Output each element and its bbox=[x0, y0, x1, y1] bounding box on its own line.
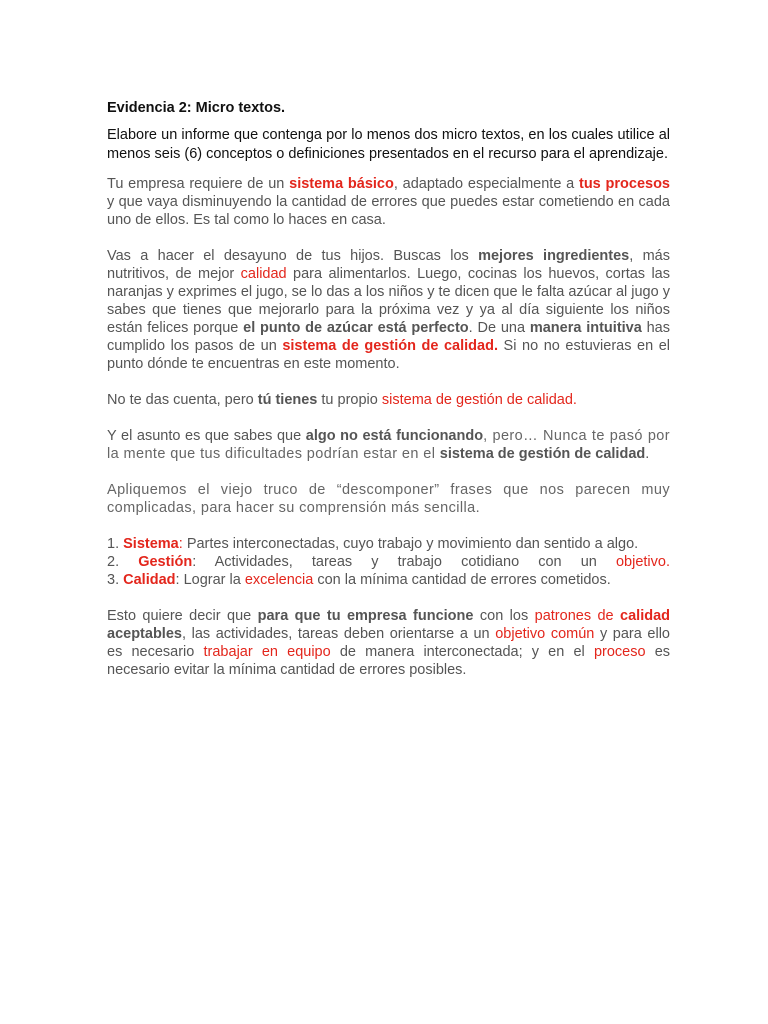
text: . bbox=[645, 446, 650, 462]
bold-manera-intuitiva: manera intuitiva bbox=[529, 320, 642, 336]
bold-sistema-gestion-calidad: sistema de gestión de calidad bbox=[439, 446, 646, 462]
text: Si no no estuvieras en el punto dónde te encuentras en este momento. bbox=[107, 338, 671, 372]
term-sistema: Sistema bbox=[123, 536, 179, 552]
paragraph-3 bbox=[107, 391, 670, 409]
text: Y el asunto es que sabes que bbox=[107, 428, 306, 444]
separator: : bbox=[175, 572, 184, 588]
highlight-sistema-gestion-calidad: sistema de gestión de calidad. bbox=[282, 338, 498, 354]
text: tu propio bbox=[317, 392, 382, 408]
highlight-sistema-basico: sistema básico bbox=[289, 176, 394, 192]
text: con los bbox=[473, 608, 535, 624]
text: y que vaya disminuyendo la cantidad de errores que puedes estar cometiendo en cada uno de ellos. Es tal como lo haces en casa. bbox=[107, 194, 670, 228]
text: es necesario evitar la mínima cantidad de errores posibles. bbox=[107, 644, 671, 678]
list-item bbox=[107, 535, 670, 553]
text: , más nutritivos, de mejor bbox=[107, 248, 670, 282]
text: y para ello es necesario bbox=[107, 626, 670, 660]
separator: : bbox=[178, 536, 187, 552]
text: , adaptado especialmente a bbox=[393, 176, 579, 192]
document-page bbox=[107, 98, 670, 697]
definition: Lograr la bbox=[183, 572, 245, 588]
bold-algo-no-funciona: algo no está funcionando bbox=[305, 428, 484, 444]
paragraph-6 bbox=[107, 607, 670, 679]
list-item bbox=[107, 553, 670, 571]
definitions-list bbox=[107, 535, 670, 589]
bold-aceptables: aceptables bbox=[107, 626, 182, 642]
bold-mejores-ingredientes: mejores ingredientes bbox=[478, 248, 630, 264]
document-title: Evidencia 2: Micro textos. bbox=[107, 100, 286, 116]
text: , las actividades, tareas deben orientarse a un bbox=[181, 626, 496, 642]
highlight-patrones: patrones de bbox=[534, 608, 621, 624]
highlight-proceso: proceso bbox=[593, 644, 646, 660]
highlight-sistema-gestion: sistema de gestión de calidad. bbox=[381, 392, 577, 408]
highlight-calidad-bold: calidad bbox=[620, 608, 671, 624]
highlight-objetivo-comun: objetivo común bbox=[495, 626, 595, 642]
list-number: 3. bbox=[107, 572, 124, 588]
bold-empresa-funcione: para que tu empresa funcione bbox=[257, 608, 474, 624]
text: , pero… Nunca te pasó por la mente que tus dificultades podrían estar en el bbox=[107, 428, 670, 462]
highlight-excelencia: excelencia bbox=[244, 572, 314, 588]
text: Vas a hacer el desayuno de tus hijos. Buscas los bbox=[107, 248, 479, 264]
bold-punto-azucar: el punto de azúcar está perfecto bbox=[243, 320, 469, 336]
separator: : bbox=[192, 554, 215, 570]
text: de manera interconectada; y en el bbox=[330, 644, 594, 660]
paragraph-1 bbox=[107, 175, 670, 229]
text: para alimentarlos. Luego, cocinas los huevos, cortas las naranjas y exprimes el jugo, se lo das a los niños y te dicen que le falta azúcar al jugo y sabes que tienes que mejorarlo para la próxima vez y ya al día siguiente los niños están felices porque bbox=[107, 266, 670, 336]
paragraph-2 bbox=[107, 247, 670, 373]
highlight-tus-procesos: tus procesos bbox=[579, 176, 670, 192]
highlight-objetivo: objetivo. bbox=[615, 554, 670, 570]
text: has cumplido los pasos de un bbox=[107, 320, 670, 354]
term-gestion: Gestión bbox=[138, 554, 193, 570]
list-item bbox=[107, 571, 670, 589]
text: Esto quiere decir que bbox=[107, 608, 258, 624]
text: Tu empresa requiere de un bbox=[107, 176, 290, 192]
highlight-calidad: calidad bbox=[240, 266, 287, 282]
paragraph-5: Apliquemos el viejo truco de “descomponer” frases que nos parecen muy complicadas, para hacer su comprensión más sencilla. bbox=[107, 482, 670, 516]
definition: Actividades, tareas y trabajo cotidiano con un bbox=[214, 554, 616, 570]
text: No te das cuenta, pero bbox=[107, 392, 258, 408]
list-number: 2. bbox=[107, 554, 139, 570]
definition: Partes interconectadas, cuyo trabajo y movimiento dan sentido a algo. bbox=[186, 536, 639, 552]
highlight-trabajar-equipo: trabajar en equipo bbox=[203, 644, 331, 660]
list-number: 1. bbox=[107, 536, 124, 552]
bold-tu-tienes: tú tienes bbox=[257, 392, 318, 408]
definition: con la mínima cantidad de errores cometidos. bbox=[313, 572, 611, 588]
paragraph-4 bbox=[107, 427, 670, 463]
instructions-paragraph: Elabore un informe que contenga por lo menos dos micro textos, en los cuales utilice al menos seis (6) conceptos o definiciones presentados en el recurso para el aprendizaje. bbox=[107, 127, 670, 162]
text: . De una bbox=[468, 320, 530, 336]
term-calidad: Calidad bbox=[123, 572, 176, 588]
